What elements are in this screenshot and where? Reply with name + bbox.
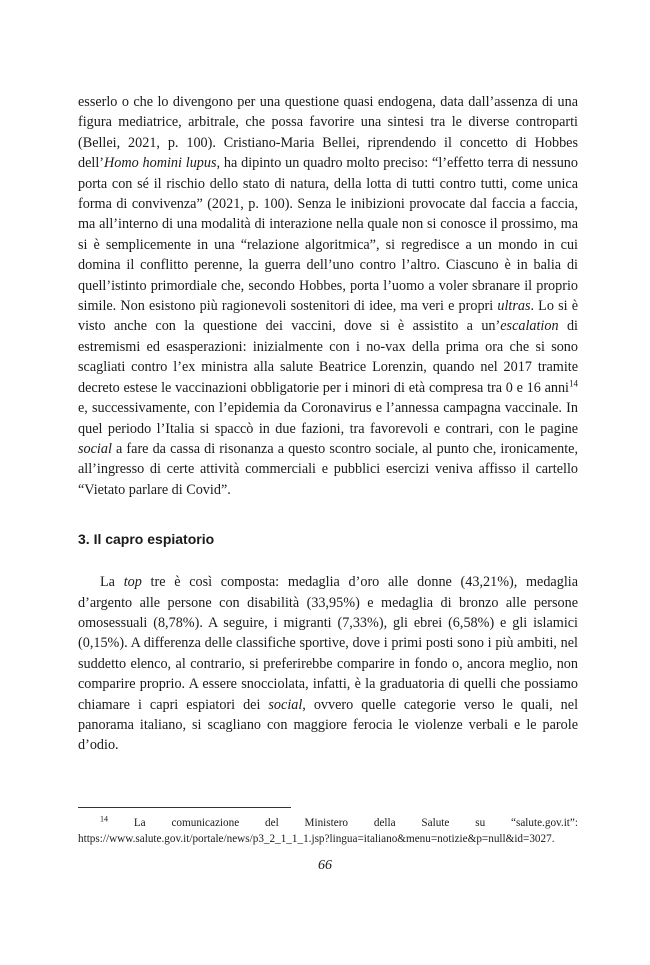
text-run: La — [100, 574, 124, 591]
body-paragraph-1 — [78, 92, 578, 500]
text-run: esserlo o che lo divengono per una questione quasi endogena, data dall’assenza di una figura mediatrice, arbitrale, che possa favorire una sintesi tra le diverse controparti (Bellei, 2021, p. 100). Cristiano-Maria Bellei, riprendendo il concetto di Hobbes dell’ — [78, 94, 578, 172]
italic-run: social — [268, 696, 303, 713]
footnote-text: La comunicazione del Ministero della Salute su “salute.gov.it”: https://www.salute.gov.it/portale/news/p3_2_1_1_1.jsp?lingua=italiano&menu=notizie&p=null&id=3027. — [78, 817, 578, 845]
footnote-divider — [78, 807, 291, 808]
italic-run: top — [123, 574, 142, 591]
footnote-reference: 14 — [569, 377, 578, 388]
text-run: e, successivamente, con l’epidemia da Coronavirus e l’annessa campagna vaccinale. In quel periodo l’Italia si spaccò in due fazioni, tra favorevoli e contrari, con le pagine — [78, 400, 578, 437]
text-run: di estremismi ed esasperazioni: inizialmente con i no-vax della prima ora che si sono scagliati contro l’ex ministra alla salute Beatrice Lorenzin, quando nel 2017 tramite decreto estese le vaccinazioni obbligatorie per i minori di età compresa tra 0 e 16 anni — [78, 318, 578, 396]
italic-run: Homo homini lupus — [104, 155, 217, 172]
footnote — [78, 815, 578, 847]
text-run: tre è così composta: medaglia d’oro alle donne (43,21%), medaglia d’argento alle persone con disabilità (33,95%) e medaglia di bronzo alle persone omosessuali (8,78%). A seguire, i migranti (7,33%), gli ebrei (6,58%) e gli islamici (0,15%). A differenza delle classifiche sportive, dove i primi posti sono i più ambiti, nel suddetto elenco, al contrario, si preferirebbe comparire in fondo o, ancora meglio, non comparire proprio. A essere snocciolata, infatti, è la graduatoria di quelli che possiamo chiamare i capri espiatori dei — [78, 574, 579, 713]
section-heading: 3. Il capro espiatorio — [78, 531, 215, 548]
footnote-marker: 14 — [100, 814, 108, 824]
text-run: , ovvero quelle categorie verso le quali, nel panorama italiano, si scagliano con maggiore ferocia le violenze verbali e le parole d’odio. — [78, 696, 579, 754]
text-run: a fare da cassa di risonanza a questo scontro sociale, al punto che, ironicamente, all’ingresso di certe attività commerciali e pubblici esercizi veniva affisso il cartello “Vietato parlare di Covid”. — [78, 440, 578, 498]
page-number: 66 — [318, 858, 332, 873]
italic-run: ultras — [497, 298, 531, 315]
italic-run: escalation — [500, 318, 559, 335]
italic-run: social — [78, 440, 112, 457]
page-body — [78, 92, 578, 756]
text-run: . Lo si è visto anche con la questione dei vaccini, dove si è assistito a un’ — [78, 298, 578, 335]
body-paragraph-2 — [78, 572, 578, 756]
text-run: , ha dipinto un quadro molto preciso: “l’effetto terra di nessuno porta con sé il rischio dello stato di natura, della lotta di tutti contro tutti, come unica forma di convivenza” (2021, p. 100). Senza le inibizioni provocate dal faccia a faccia, ma all’interno di una modalità di interazione nella quale non si conosce il prossimo, ma si è semplicemente in una “relazione algoritmica”, si regredisce a un mondo in cui domina il conflitto perenne, la guerra dell’uno contro l’altro. Ciascuno è in balia di quell’istinto primordiale che, secondo Hobbes, porta l’uomo a voler sbranare il proprio simile. Non esistono più ragionevoli sostenitori di idee, ma veri e propri — [78, 155, 578, 315]
